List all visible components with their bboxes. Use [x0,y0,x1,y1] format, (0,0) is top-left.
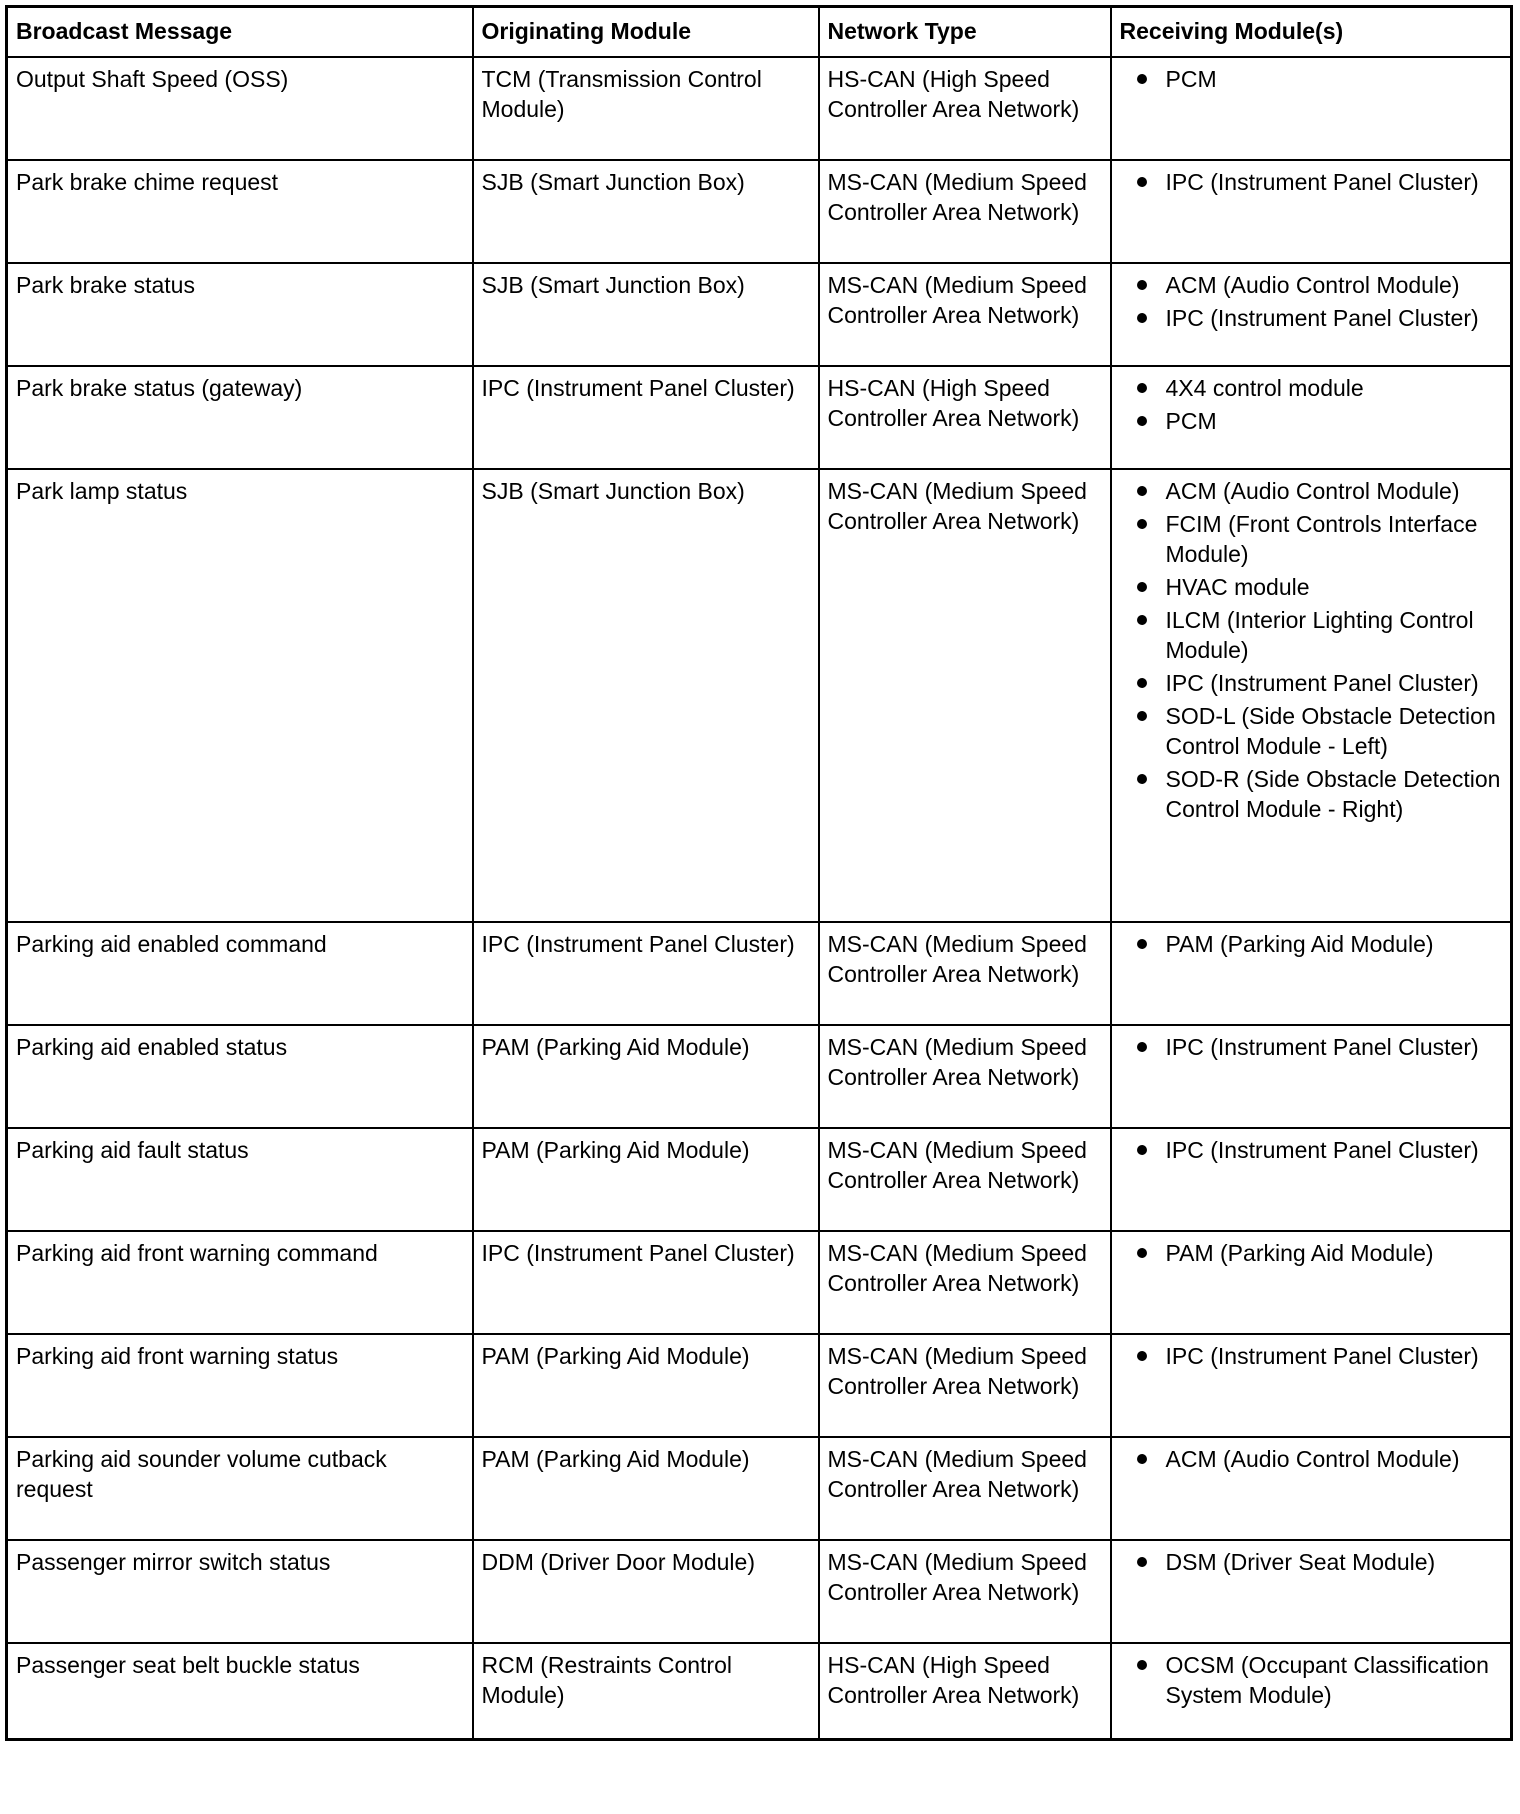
receiving-module-label: HVAC module [1165,574,1310,600]
originating-module-cell: SJB (Smart Junction Box) [473,263,819,366]
bullet-icon [1137,582,1147,592]
network-type-cell: HS-CAN (High Speed Controller Area Network) [819,57,1111,160]
receiving-module-item [1120,929,1503,959]
bullet-icon [1137,1660,1147,1670]
network-type-cell: HS-CAN (High Speed Controller Area Network) [819,1643,1111,1740]
receiving-modules-cell [1111,160,1512,263]
receiving-modules-list [1120,1135,1503,1165]
receiving-module-item [1120,1444,1503,1474]
receiving-module-label: FCIM (Front Controls Interface Module) [1165,511,1478,567]
receiving-modules-cell [1111,1540,1512,1643]
receiving-module-label: ACM (Audio Control Module) [1165,272,1460,298]
broadcast-message-cell: Passenger seat belt buckle status [7,1643,473,1740]
receiving-modules-list [1120,373,1503,436]
header-originating-module: Originating Module [473,7,819,58]
bullet-icon [1137,1145,1147,1155]
receiving-modules-list [1120,1547,1503,1577]
broadcast-message-cell: Parking aid enabled status [7,1025,473,1128]
receiving-module-label: IPC (Instrument Panel Cluster) [1165,670,1479,696]
network-type-cell: MS-CAN (Medium Speed Controller Area Network) [819,922,1111,1025]
receiving-modules-cell [1111,922,1512,1025]
table-row [7,1540,1512,1643]
broadcast-message-table [5,5,1513,1741]
receiving-module-item [1120,303,1503,333]
receiving-module-label: PAM (Parking Aid Module) [1165,1240,1434,1266]
receiving-module-item [1120,64,1503,94]
broadcast-message-cell: Park lamp status [7,469,473,922]
bullet-icon [1137,74,1147,84]
broadcast-message-cell: Parking aid enabled command [7,922,473,1025]
receiving-module-item [1120,509,1503,569]
originating-module-cell: SJB (Smart Junction Box) [473,469,819,922]
broadcast-message-cell: Passenger mirror switch status [7,1540,473,1643]
header-row [7,7,1512,58]
originating-module-cell: TCM (Transmission Control Module) [473,57,819,160]
bullet-icon [1137,774,1147,784]
bullet-icon [1137,1557,1147,1567]
originating-module-cell: PAM (Parking Aid Module) [473,1437,819,1540]
receiving-modules-cell [1111,469,1512,922]
bullet-icon [1137,313,1147,323]
receiving-module-label: OCSM (Occupant Classification System Module) [1165,1652,1489,1708]
network-type-cell: MS-CAN (Medium Speed Controller Area Network) [819,263,1111,366]
receiving-modules-cell [1111,1025,1512,1128]
table-row [7,160,1512,263]
originating-module-cell: PAM (Parking Aid Module) [473,1025,819,1128]
header-receiving-modules: Receiving Module(s) [1111,7,1512,58]
receiving-modules-cell [1111,57,1512,160]
header-broadcast-message: Broadcast Message [7,7,473,58]
receiving-modules-cell [1111,1643,1512,1740]
table-row [7,1231,1512,1334]
originating-module-cell: IPC (Instrument Panel Cluster) [473,1231,819,1334]
receiving-module-item [1120,1032,1503,1062]
receiving-module-label: PCM [1165,66,1217,92]
receiving-module-label: DSM (Driver Seat Module) [1165,1549,1436,1575]
network-type-cell: MS-CAN (Medium Speed Controller Area Network) [819,1540,1111,1643]
receiving-modules-cell [1111,1231,1512,1334]
bullet-icon [1137,678,1147,688]
receiving-modules-cell [1111,1128,1512,1231]
bullet-icon [1137,177,1147,187]
table-body [7,57,1512,1740]
network-type-cell: MS-CAN (Medium Speed Controller Area Network) [819,1437,1111,1540]
receiving-modules-list [1120,64,1503,94]
broadcast-message-cell: Park brake status (gateway) [7,366,473,469]
receiving-module-item [1120,764,1503,824]
table-row [7,57,1512,160]
bullet-icon [1137,280,1147,290]
broadcast-message-document [5,5,1510,1741]
receiving-module-item [1120,270,1503,300]
broadcast-message-cell: Parking aid fault status [7,1128,473,1231]
table-row [7,263,1512,366]
broadcast-message-cell: Output Shaft Speed (OSS) [7,57,473,160]
bullet-icon [1137,486,1147,496]
receiving-module-label: 4X4 control module [1165,375,1364,401]
broadcast-message-cell: Park brake chime request [7,160,473,263]
bullet-icon [1137,519,1147,529]
receiving-module-item [1120,476,1503,506]
table-row [7,1643,1512,1740]
receiving-modules-list [1120,476,1503,824]
receiving-module-label: ACM (Audio Control Module) [1165,1446,1460,1472]
originating-module-cell: IPC (Instrument Panel Cluster) [473,922,819,1025]
table-row [7,1128,1512,1231]
broadcast-message-cell: Parking aid sounder volume cutback request [7,1437,473,1540]
bullet-icon [1137,416,1147,426]
receiving-modules-list [1120,270,1503,333]
originating-module-cell: PAM (Parking Aid Module) [473,1334,819,1437]
receiving-modules-cell [1111,366,1512,469]
table-row [7,1437,1512,1540]
bullet-icon [1137,711,1147,721]
receiving-modules-cell [1111,1334,1512,1437]
receiving-modules-list [1120,1650,1503,1710]
receiving-modules-list [1120,167,1503,197]
receiving-module-label: ILCM (Interior Lighting Control Module) [1165,607,1474,663]
bullet-icon [1137,383,1147,393]
receiving-module-item [1120,1341,1503,1371]
bullet-icon [1137,1042,1147,1052]
network-type-cell: MS-CAN (Medium Speed Controller Area Network) [819,1334,1111,1437]
receiving-modules-list [1120,1444,1503,1474]
originating-module-cell: IPC (Instrument Panel Cluster) [473,366,819,469]
receiving-module-item [1120,1547,1503,1577]
receiving-module-item [1120,167,1503,197]
originating-module-cell: SJB (Smart Junction Box) [473,160,819,263]
bullet-icon [1137,1351,1147,1361]
header-network-type: Network Type [819,7,1111,58]
receiving-module-item [1120,1650,1503,1710]
receiving-module-item [1120,406,1503,436]
network-type-cell: MS-CAN (Medium Speed Controller Area Network) [819,469,1111,922]
receiving-module-item [1120,668,1503,698]
receiving-modules-list [1120,929,1503,959]
table-row [7,469,1512,922]
receiving-module-label: PAM (Parking Aid Module) [1165,931,1434,957]
receiving-modules-cell [1111,1437,1512,1540]
receiving-module-item [1120,373,1503,403]
network-type-cell: MS-CAN (Medium Speed Controller Area Network) [819,1128,1111,1231]
network-type-cell: MS-CAN (Medium Speed Controller Area Network) [819,160,1111,263]
receiving-module-label: IPC (Instrument Panel Cluster) [1165,1034,1479,1060]
receiving-module-item [1120,572,1503,602]
table-row [7,1025,1512,1128]
receiving-module-item [1120,605,1503,665]
bullet-icon [1137,1454,1147,1464]
receiving-module-label: PCM [1165,408,1217,434]
receiving-module-item [1120,701,1503,761]
network-type-cell: HS-CAN (High Speed Controller Area Network) [819,366,1111,469]
broadcast-message-cell: Parking aid front warning status [7,1334,473,1437]
receiving-module-item [1120,1238,1503,1268]
table-row [7,1334,1512,1437]
receiving-module-label: SOD-L (Side Obstacle Detection Control Module - Left) [1165,703,1496,759]
network-type-cell: MS-CAN (Medium Speed Controller Area Network) [819,1025,1111,1128]
originating-module-cell: DDM (Driver Door Module) [473,1540,819,1643]
receiving-module-label: ACM (Audio Control Module) [1165,478,1460,504]
bullet-icon [1137,939,1147,949]
bullet-icon [1137,1248,1147,1258]
receiving-modules-list [1120,1238,1503,1268]
receiving-module-label: IPC (Instrument Panel Cluster) [1165,305,1479,331]
bullet-icon [1137,615,1147,625]
receiving-module-label: IPC (Instrument Panel Cluster) [1165,1343,1479,1369]
broadcast-message-cell: Park brake status [7,263,473,366]
receiving-module-label: IPC (Instrument Panel Cluster) [1165,1137,1479,1163]
network-type-cell: MS-CAN (Medium Speed Controller Area Network) [819,1231,1111,1334]
receiving-module-item [1120,1135,1503,1165]
originating-module-cell: PAM (Parking Aid Module) [473,1128,819,1231]
receiving-modules-cell [1111,263,1512,366]
originating-module-cell: RCM (Restraints Control Module) [473,1643,819,1740]
receiving-module-label: IPC (Instrument Panel Cluster) [1165,169,1479,195]
receiving-modules-list [1120,1032,1503,1062]
table-row [7,922,1512,1025]
broadcast-message-cell: Parking aid front warning command [7,1231,473,1334]
table-row [7,366,1512,469]
receiving-modules-list [1120,1341,1503,1371]
receiving-module-label: SOD-R (Side Obstacle Detection Control Module - Right) [1165,766,1501,822]
